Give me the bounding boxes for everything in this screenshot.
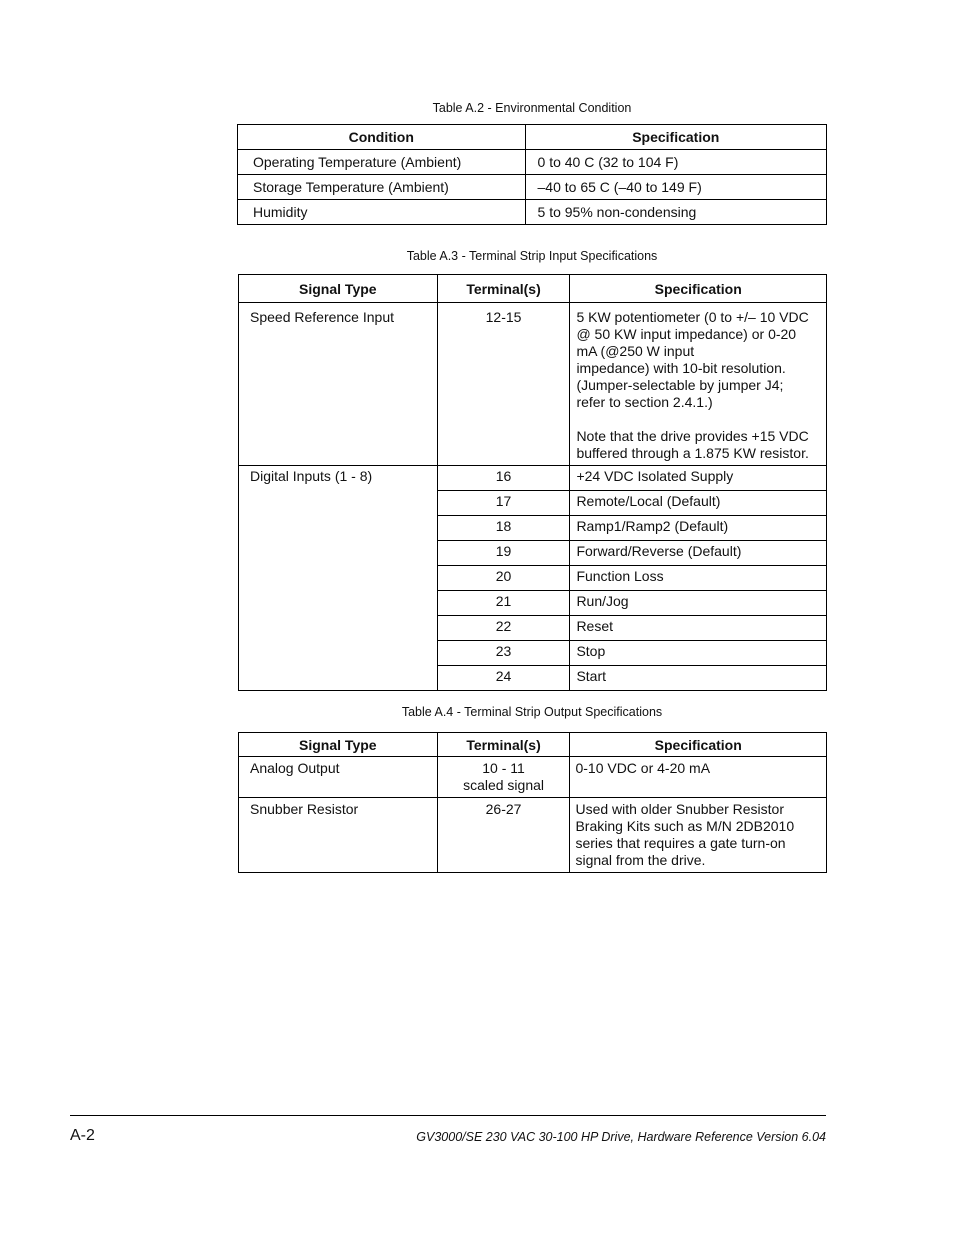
specification-cell: Remote/Local (Default) [570,491,827,516]
column-header-specification: Specification [570,275,827,303]
table-a4-caption: Table A.4 - Terminal Strip Output Specifications [401,705,663,719]
table-a3-caption: Table A.3 - Terminal Strip Input Specifications [406,249,658,263]
spec-line: Used with older Snubber Resistor [575,801,784,817]
table-header-row [238,125,827,150]
specification-cell: 5 to 95% non-condensing [525,200,826,225]
environmental-condition-table [237,124,827,225]
column-header-signal-type: Signal Type [239,733,438,757]
table-row [239,757,827,798]
signal-type-cell: Speed Reference Input [239,303,438,466]
terminals-cell: 24 [437,666,570,691]
spec-line: refer to section 2.4.1.) [576,394,713,410]
column-header-terminals: Terminal(s) [437,275,570,303]
terminals-cell: 19 [437,541,570,566]
column-header-terminals: Terminal(s) [437,733,570,757]
spec-line: Braking Kits such as M/N 2DB2010 [575,818,795,834]
spec-line: series that requires a gate turn-on [575,835,786,851]
terminals-line: scaled signal [463,777,544,793]
specification-cell: +24 VDC Isolated Supply [570,466,827,491]
column-header-specification: Specification [525,125,826,150]
signal-type-cell: Snubber Resistor [239,798,438,873]
specification-cell: 0 to 40 C (32 to 104 F) [525,150,826,175]
terminals-cell [437,757,570,798]
specification-cell: Reset [570,616,827,641]
terminals-cell: 22 [437,616,570,641]
terminals-cell: 21 [437,591,570,616]
specification-cell: Forward/Reverse (Default) [570,541,827,566]
specification-cell: Start [570,666,827,691]
terminal-strip-output-table [238,732,827,873]
specification-cell: –40 to 65 C (–40 to 149 F) [525,175,826,200]
table-row [238,200,827,225]
specification-cell: Ramp1/Ramp2 (Default) [570,516,827,541]
spec-gap [576,411,820,428]
table-row [238,175,827,200]
specification-cell: 0-10 VDC or 4-20 mA [570,757,827,798]
spec-line: (Jumper-selectable by jumper J4; [576,377,784,393]
note-line: buffered through a 1.875 KW resistor. [576,445,809,461]
spec-line: @ 50 KW input impedance) or 0-20 [576,326,797,342]
terminals-cell: 20 [437,566,570,591]
terminals-cell: 17 [437,491,570,516]
note-line: Note that the drive provides +15 VDC [576,428,809,444]
condition-cell: Humidity [238,200,526,225]
condition-cell: Operating Temperature (Ambient) [238,150,526,175]
document-title: GV3000/SE 230 VAC 30-100 HP Drive, Hardware Reference Version 6.04 [416,1130,826,1144]
terminals-cell: 23 [437,641,570,666]
column-header-specification: Specification [570,733,827,757]
terminals-cell: 26-27 [437,798,570,873]
specification-cell: Function Loss [570,566,827,591]
specification-cell: Stop [570,641,827,666]
specification-cell: Run/Jog [570,591,827,616]
table-row [239,303,827,466]
table-row [238,150,827,175]
signal-type-cell: Digital Inputs (1 - 8) [239,466,438,691]
terminals-cell: 18 [437,516,570,541]
specification-cell [570,303,827,466]
column-header-signal-type: Signal Type [239,275,438,303]
spec-line: impedance) with 10-bit resolution. [576,360,786,376]
footer-divider [70,1115,826,1116]
condition-cell: Storage Temperature (Ambient) [238,175,526,200]
column-header-condition: Condition [238,125,526,150]
terminals-line: 10 - 11 [482,760,525,776]
terminal-strip-input-table [238,274,827,691]
spec-line: signal from the drive. [575,852,706,868]
specification-cell [570,798,827,873]
signal-type-cell: Analog Output [239,757,438,798]
table-header-row [239,733,827,757]
table-a2-caption: Table A.2 - Environmental Condition [432,101,632,115]
terminals-cell: 16 [437,466,570,491]
table-header-row [239,275,827,303]
table-row [239,466,827,491]
spec-line: mA (@250 W input [576,343,695,359]
page-number: A-2 [70,1127,95,1144]
spec-line: 5 KW potentiometer (0 to +/– 10 VDC [576,309,809,325]
table-row [239,798,827,873]
terminals-cell: 12-15 [437,303,570,466]
